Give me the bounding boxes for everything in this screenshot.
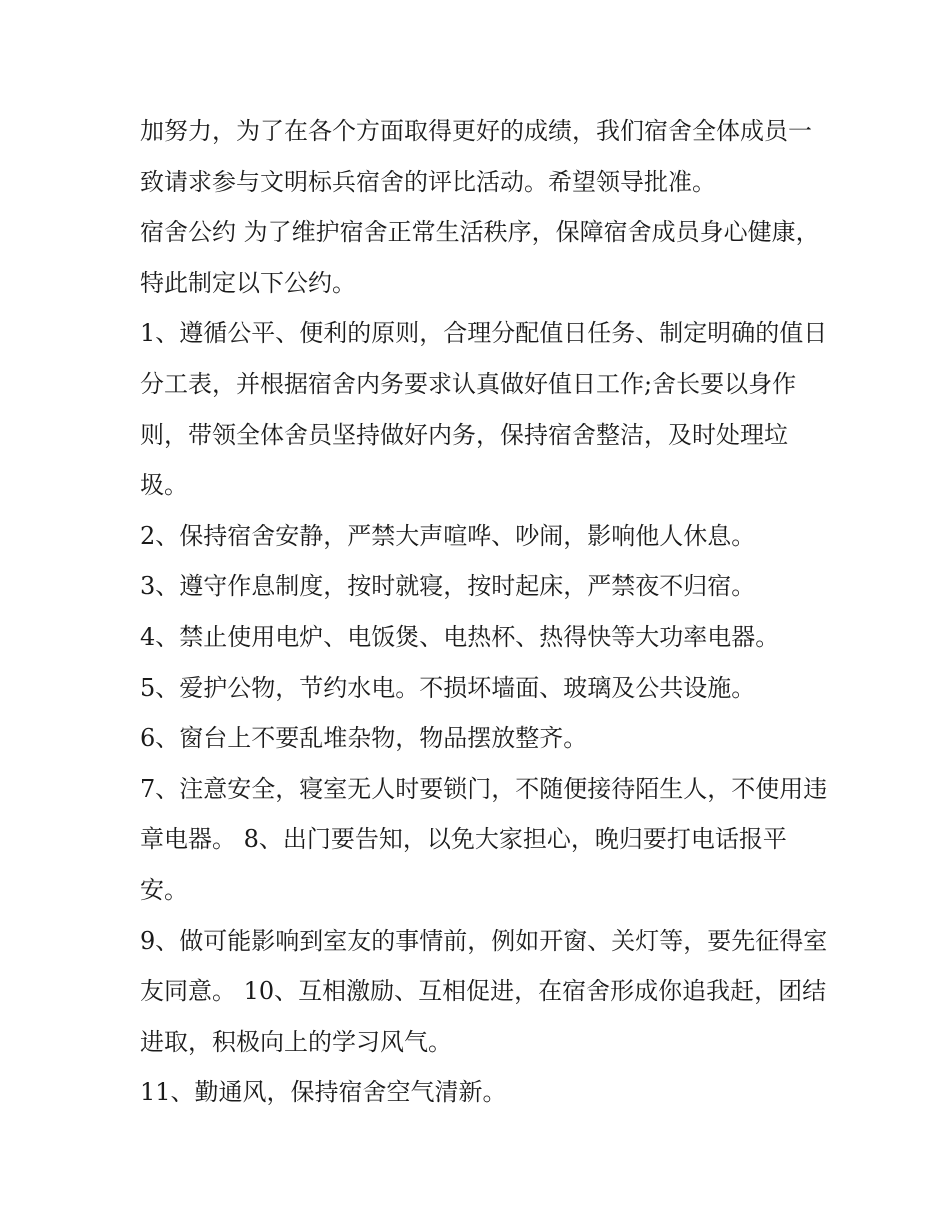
- document-body: [140, 106, 830, 1118]
- paragraph-dorm-pact-intro: 宿舍公约 为了维护宿舍正常生活秩序，保障宿舍成员身心健康，特此制定以下公约。: [140, 218, 820, 297]
- paragraph-rule-1: 1、遵循公平、便利的原则，合理分配值日任务、制定明确的值日分工表，并根据宿舍内务要求认真做好值日工作;舍长要以身作则，带领全体舍员坚持做好内务，保持宿舍整洁，及时处理垃圾。: [140, 319, 828, 500]
- paragraph-application-end: 加努力，为了在各个方面取得更好的成绩，我们宿舍全体成员一致请求参与文明标兵宿舍的评比活动。希望领导批准。: [140, 117, 812, 196]
- paragraph-rule-9-10: 9、做可能影响到室友的事情前，例如开窗、关灯等，要先征得室友同意。 10、互相激励、互相促进，在宿舍形成你追我赶，团结进取，积极向上的学习风气。: [140, 926, 828, 1056]
- paragraph-rule-4: 4、禁止使用电炉、电饭煲、电热杯、热得快等大功率电器。: [140, 622, 780, 651]
- paragraph-rule-7-8: 7、注意安全，寝室无人时要锁门，不随便接待陌生人，不使用违章电器。 8、出门要告知，以免大家担心，晚归要打电话报平安。: [140, 774, 828, 904]
- paragraph-rule-5: 5、爱护公物，节约水电。不损坏墙面、玻璃及公共设施。: [140, 673, 756, 702]
- paragraph-rule-6: 6、窗台上不要乱堆杂物，物品摆放整齐。: [140, 724, 588, 753]
- paragraph-rule-11: 11、勤通风，保持宿舍空气清新。: [140, 1078, 507, 1107]
- paragraph-rule-2: 2、保持宿舍安静，严禁大声喧哗、吵闹，影响他人休息。: [140, 521, 756, 550]
- paragraph-rule-3: 3、遵守作息制度，按时就寝，按时起床，严禁夜不归宿。: [140, 572, 756, 601]
